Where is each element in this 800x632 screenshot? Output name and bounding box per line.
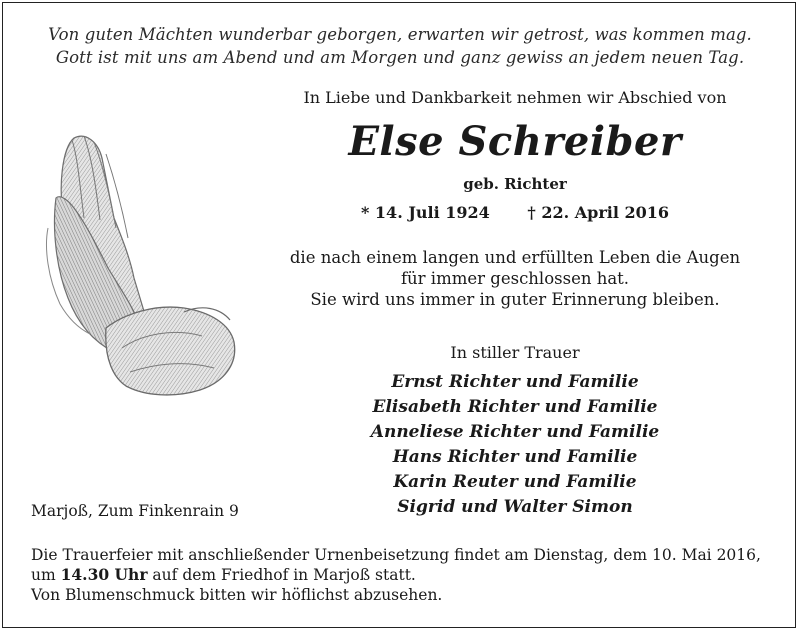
funeral-info-prefix: um xyxy=(31,566,61,584)
life-dates xyxy=(240,203,790,222)
funeral-info xyxy=(31,545,761,605)
remembrance-line-2: für immer geschlossen hat. xyxy=(400,269,630,288)
funeral-info-line-1: Die Trauerfeier mit anschließender Urnenbeisetzung findet am Dienstag, dem 10. Mai 2016, xyxy=(31,546,761,564)
motto-line-2: Gott ist mit uns am Abend und am Morgen und ganz gewiss an jedem neuen Tag. xyxy=(55,48,745,67)
motto-line-1: Von guten Mächten wunderbar geborgen, erwarten wir getrost, was kommen mag. xyxy=(48,25,752,44)
family-entry: Ernst Richter und Familie xyxy=(391,372,639,392)
praying-hands-icon xyxy=(34,128,240,402)
mourning-label: In stiller Trauer xyxy=(450,343,580,362)
address: Marjoß, Zum Finkenrain 9 xyxy=(31,502,239,520)
remembrance-text xyxy=(240,247,790,310)
family-entry: Elisabeth Richter und Familie xyxy=(372,397,658,417)
deceased-name: Else Schreiber xyxy=(348,118,682,165)
family-entry: Hans Richter und Familie xyxy=(392,447,638,467)
family-list xyxy=(240,370,790,520)
remembrance-line-3: Sie wird uns immer in guter Erinnerung bleiben. xyxy=(310,290,720,309)
death-date: † 22. April 2016 xyxy=(527,203,670,222)
family-entry: Sigrid und Walter Simon xyxy=(397,497,633,517)
family-entry: Karin Reuter und Familie xyxy=(393,472,637,492)
funeral-info-line-3: Von Blumenschmuck bitten wir höflichst abzusehen. xyxy=(31,586,443,604)
motto xyxy=(0,23,800,69)
intro-text: In Liebe und Dankbarkeit nehmen wir Abschied von xyxy=(303,88,727,107)
funeral-time: 14.30 Uhr xyxy=(60,565,148,584)
maiden-name: geb. Richter xyxy=(463,175,567,193)
birth-date: * 14. Juli 1924 xyxy=(360,203,490,222)
funeral-info-suffix: auf dem Friedhof in Marjoß statt. xyxy=(147,566,416,584)
family-entry: Anneliese Richter und Familie xyxy=(370,422,660,442)
remembrance-line-1: die nach einem langen und erfüllten Leben die Augen xyxy=(289,248,741,267)
funeral-info-line-2 xyxy=(31,565,761,585)
